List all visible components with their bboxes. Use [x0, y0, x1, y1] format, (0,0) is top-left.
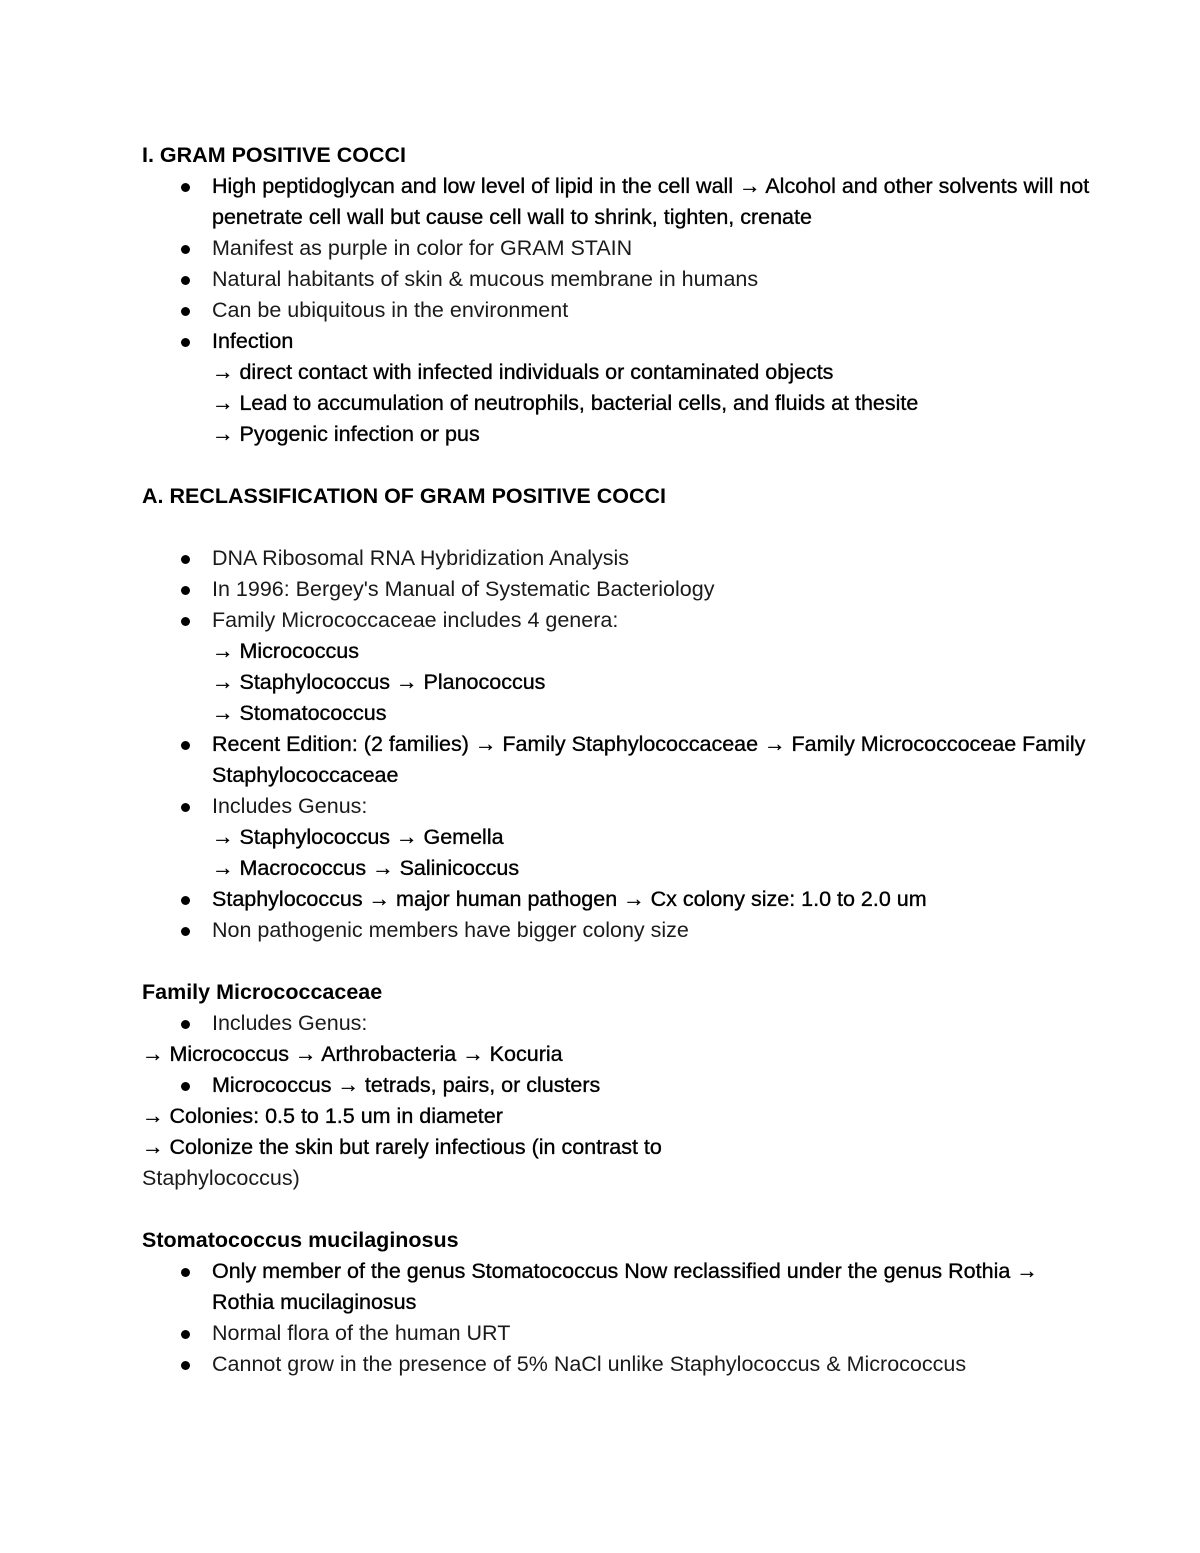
list-item	[142, 543, 1102, 574]
list-item	[142, 1318, 1102, 1349]
sub-line: → Staphylococcus → Gemella	[212, 825, 504, 849]
body-line: → Colonies: 0.5 to 1.5 um in diameter	[142, 1104, 503, 1128]
section-heading-gram-positive-cocci: I. GRAM POSITIVE COCCI	[142, 143, 406, 167]
list-item	[142, 326, 1102, 450]
bullet-text: In 1996: Bergey's Manual of Systematic Bacteriology	[212, 577, 715, 601]
bullet-text: Can be ubiquitous in the environment	[212, 298, 569, 322]
sub-line: → Lead to accumulation of neutrophils, bacterial cells, and fluids at thesite	[212, 391, 919, 415]
body-line: → Micrococcus → Arthrobacteria → Kocuria	[142, 1042, 563, 1066]
document-page	[142, 140, 1102, 1380]
bullet-text: Non pathogenic members have bigger colony size	[212, 918, 689, 942]
list-item	[142, 264, 1102, 295]
list-item	[142, 1256, 1102, 1318]
bullet-text: Micrococcus → tetrads, pairs, or clusters	[212, 1073, 601, 1097]
list-item	[142, 915, 1102, 946]
bullet-text: Staphylococcus → major human pathogen → Cx colony size: 1.0 to 2.0 um	[212, 887, 927, 911]
body-line: Staphylococcus)	[142, 1166, 300, 1190]
list-item	[142, 574, 1102, 605]
bullet-text: Infection	[212, 329, 294, 353]
spacer	[142, 946, 1102, 977]
list-item	[142, 233, 1102, 264]
bullet-text: Manifest as purple in color for GRAM STAIN	[212, 236, 633, 260]
section3-bullet-list-b	[142, 1070, 1102, 1101]
list-item	[142, 295, 1102, 326]
bullet-text: Includes Genus:	[212, 1011, 368, 1035]
section-heading-family-micrococcaceae: Family Micrococcaceae	[142, 980, 383, 1004]
section2-bullet-list	[142, 543, 1102, 946]
list-item	[142, 1349, 1102, 1380]
section-heading-stomatococcus: Stomatococcus mucilaginosus	[142, 1228, 459, 1252]
section3-bullet-list-a	[142, 1008, 1102, 1039]
bullet-text: Recent Edition: (2 families) → Family Staphylococcaceae → Family Micrococcoceae Family Staphylococcaceae	[212, 732, 1086, 787]
sub-line: → direct contact with infected individuals or contaminated objects	[212, 360, 834, 384]
bullet-text: Only member of the genus Stomatococcus Now reclassified under the genus Rothia → Rothia mucilaginosus	[212, 1259, 1038, 1314]
list-item	[142, 1070, 1102, 1101]
body-line: → Colonize the skin but rarely infectious (in contrast to	[142, 1135, 662, 1159]
sub-line: → Stomatococcus	[212, 701, 387, 725]
spacer	[142, 512, 1102, 543]
list-item	[142, 171, 1102, 233]
sub-line: → Staphylococcus → Planococcus	[212, 670, 546, 694]
section-heading-reclassification: A. RECLASSIFICATION OF GRAM POSITIVE COCCI	[142, 484, 666, 508]
sub-line: → Macrococcus → Salinicoccus	[212, 856, 520, 880]
sub-line: → Micrococcus	[212, 639, 359, 663]
section1-bullet-list	[142, 171, 1102, 450]
bullet-text: High peptidoglycan and low level of lipid in the cell wall → Alcohol and other solvents will not penetrate cell wall but cause cell wall to shrink, tighten, crenate	[212, 174, 1090, 229]
bullet-text: Includes Genus:	[212, 794, 368, 818]
list-item	[142, 1008, 1102, 1039]
bullet-text: Normal flora of the human URT	[212, 1321, 511, 1345]
bullet-text: Cannot grow in the presence of 5% NaCl unlike Staphylococcus & Micrococcus	[212, 1352, 967, 1376]
spacer	[142, 1194, 1102, 1225]
bullet-text: Natural habitants of skin & mucous membrane in humans	[212, 267, 759, 291]
sub-line: → Pyogenic infection or pus	[212, 422, 480, 446]
bullet-text: DNA Ribosomal RNA Hybridization Analysis	[212, 546, 630, 570]
spacer	[142, 450, 1102, 481]
list-item	[142, 605, 1102, 729]
section4-bullet-list	[142, 1256, 1102, 1380]
list-item	[142, 729, 1102, 791]
bullet-text: Family Micrococcaceae includes 4 genera:	[212, 608, 619, 632]
list-item	[142, 791, 1102, 884]
list-item	[142, 884, 1102, 915]
